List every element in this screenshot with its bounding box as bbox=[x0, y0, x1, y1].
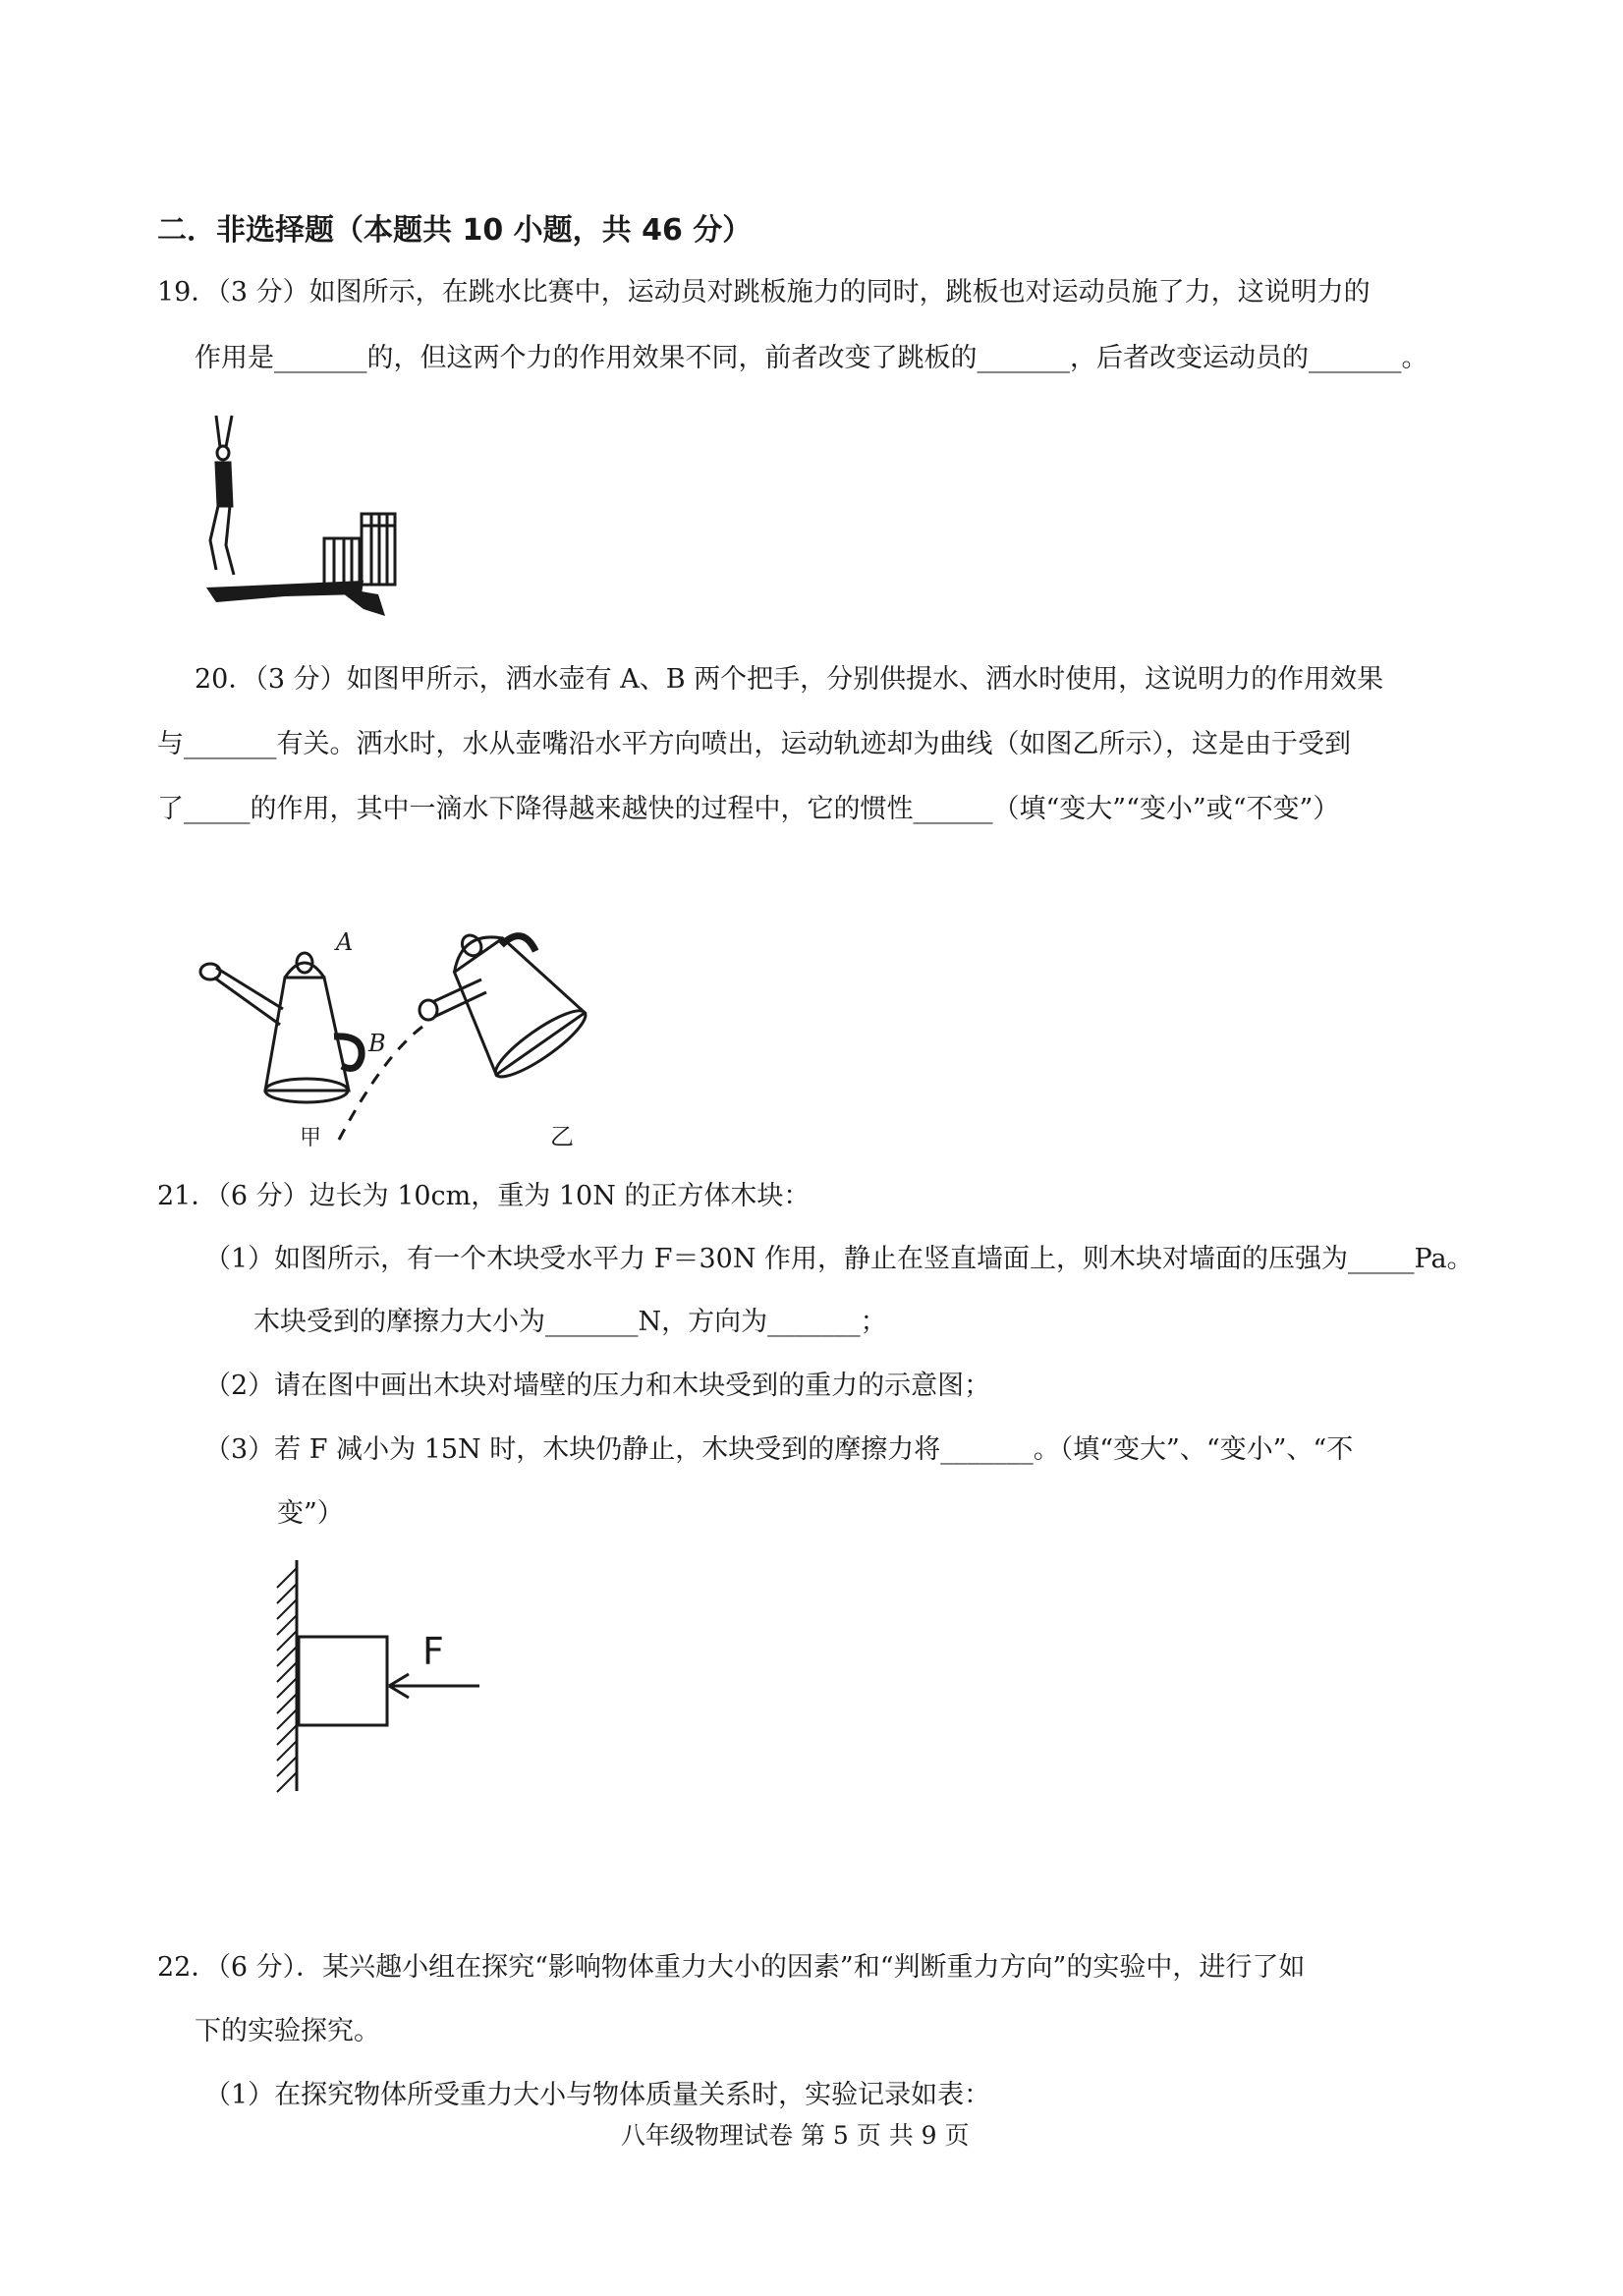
q21-part1b: 木块受到的摩擦力大小为_______N，方向为_______； bbox=[253, 1307, 887, 1337]
q21-part1a: （1）如图所示，有一个木块受水平力 F＝30N 作用，静止在竖直墙面上，则木块对墙面的压强为_____Pa。 bbox=[204, 1244, 1474, 1274]
q20-line2: 与_______有关。洒水时，水从壶嘴沿水平方向喷出，运动轨迹却为曲线（如图乙所示），这是由于受到 bbox=[157, 729, 1351, 759]
q22-line1: 22．（6 分）．某兴趣小组在探究“影响物体重力大小的因素”和“判断重力方向”的实验中，进行了如 bbox=[157, 1952, 1306, 1983]
wooden-block bbox=[299, 1637, 387, 1725]
block-wall-figure bbox=[265, 1560, 491, 1796]
q19-line1: 19．（3 分）如图所示，在跳水比赛中，运动员对跳板施力的同时，跳板也对运动员施了力，这说明力的 bbox=[157, 277, 1371, 308]
force-label: F bbox=[422, 1630, 444, 1673]
label-a: A bbox=[336, 928, 354, 956]
q21-line1: 21．（6 分）边长为 10cm，重为 10N 的正方体木块： bbox=[157, 1181, 811, 1211]
caption-right: 乙 bbox=[550, 1123, 574, 1150]
q21-part3b: 变”） bbox=[277, 1498, 344, 1529]
q21-part2: （2）请在图中画出木块对墙壁的压力和木块受到的重力的示意图； bbox=[204, 1371, 991, 1401]
section-heading: 二．非选择题（本题共 10 小题，共 46 分） bbox=[157, 213, 753, 248]
q22-line2: 下的实验探究。 bbox=[195, 2016, 380, 2046]
watering-can-figure bbox=[187, 909, 668, 1154]
q20-line3: 了_____的作用，其中一滴水下降得越来越快的过程中，它的惯性______（填“变大”“变小”或“不变”） bbox=[157, 794, 1340, 824]
diving-board-figure bbox=[177, 408, 413, 634]
q19-line2: 作用是_______的，但这两个力的作用效果不同，前者改变了跳板的_______，后者改变运动员的_______。 bbox=[195, 343, 1428, 373]
label-b: B bbox=[368, 1030, 386, 1057]
q21-part3a: （3）若 F 减小为 15N 时，木块仍静止，木块受到的摩擦力将_______。（填“变大”、“变小”、“不 bbox=[204, 1434, 1354, 1465]
q22-part1: （1）在探究物体所受重力大小与物体质量关系时，实验记录如表： bbox=[204, 2080, 991, 2110]
page-footer: 八年级物理试卷 第 5 页 共 9 页 bbox=[621, 2121, 970, 2150]
caption-left: 甲 bbox=[300, 1126, 322, 1150]
q20-line1: 20．（3 分）如图甲所示，洒水壶有 A、B 两个把手，分别供提水、洒水时使用，这说明力的作用效果 bbox=[195, 664, 1384, 695]
